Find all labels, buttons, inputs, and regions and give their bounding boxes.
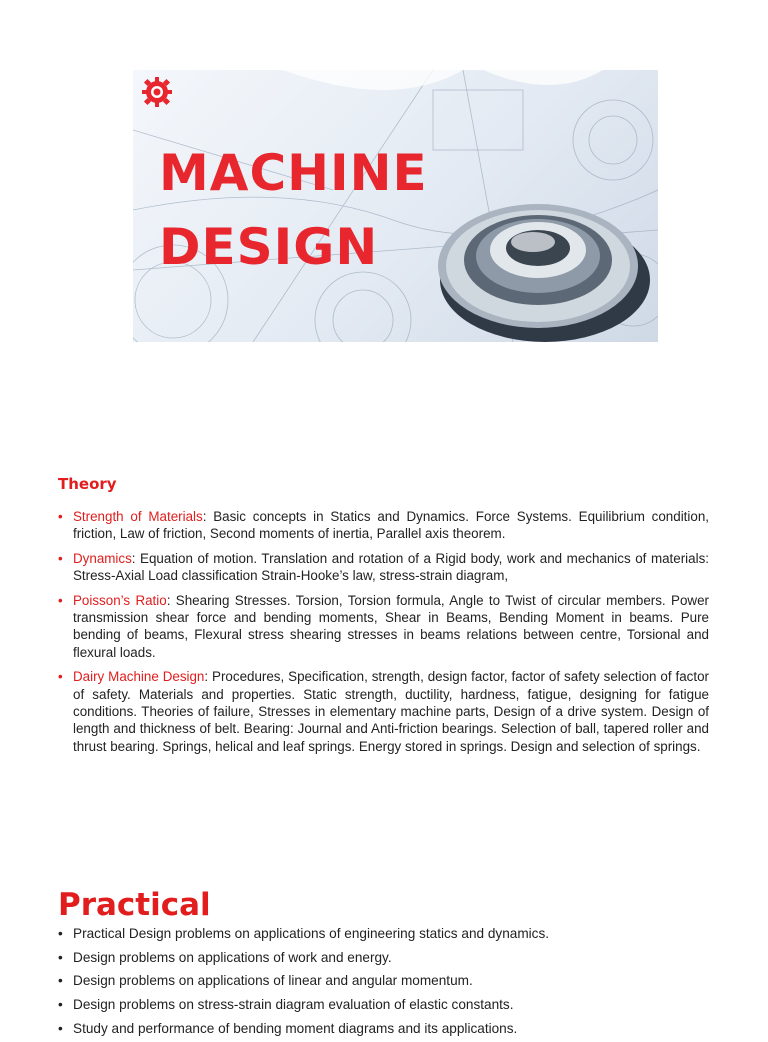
- list-item: [58, 508, 709, 543]
- practical-heading: Practical: [58, 887, 211, 923]
- machine-design-banner: [133, 70, 658, 342]
- theory-term: Poisson’s Ratio: [73, 592, 167, 608]
- theory-term: Dynamics: [73, 550, 132, 566]
- theory-description: : Procedures, Specification, strength, design factor, factor of safety selection of factor of safety. Materials and properties. Static strength, ductility, hardness, fatigue, designing for fatigue conditions. Theories of failure, Stresses in elementary machine parts, Design of a drive system. Design of length and thickness of belt. Bearing: Journal and Anti-friction bearings. Selection of ball, tapered roller and thrust bearing. Springs, helical and leaf springs. Energy stored in springs. Design and selection of springs.: [73, 669, 709, 754]
- theory-term: Dairy Machine Design: [73, 669, 205, 685]
- theory-description: : Equation of motion. Translation and rotation of a Rigid body, work and mechanics of materials: Stress-Axial Load classification Strain-Hooke’s law, stress-strain diagram,: [73, 550, 709, 584]
- list-item: • Design problems on applications of work and energy.: [58, 948, 709, 972]
- practical-list: [58, 924, 709, 1042]
- theory-heading: Theory: [58, 475, 117, 493]
- theory-description: : Shearing Stresses. Torsion, Torsion formula, Angle to Twist of circular members. Power transmission shear force and bending moments, Shear in Beams, Bending Moment in beams. Pure bending of beams, Flexural stress shearing stresses in beams relations between centre, Torsional and flexural loads.: [73, 592, 709, 660]
- list-item: • Design problems on applications of linear and angular momentum.: [58, 971, 709, 995]
- gear-logo-icon: [141, 76, 173, 108]
- theory-description: : Basic concepts in Statics and Dynamics. Force Systems. Equilibrium condition, friction, Law of friction, Second moments of inertia, Parallel axis theorem.: [73, 509, 709, 542]
- bearing-illustration-icon: [438, 204, 650, 342]
- blueprint-background: [133, 70, 658, 342]
- banner-title-line2: DESIGN: [159, 218, 379, 276]
- theory-term: Strength of Materials: [73, 509, 203, 524]
- list-item: • Study and performance of bending moment diagrams and its applications.: [58, 1019, 709, 1042]
- list-item: [58, 592, 709, 662]
- list-item: • Design problems on stress-strain diagram evaluation of elastic constants.: [58, 995, 709, 1019]
- list-item: [58, 550, 709, 585]
- list-item: • Practical Design problems on applications of engineering statics and dynamics.: [58, 924, 709, 948]
- banner-title-line1: MACHINE: [159, 144, 428, 202]
- theory-list: [58, 508, 709, 762]
- list-item: [58, 668, 709, 755]
